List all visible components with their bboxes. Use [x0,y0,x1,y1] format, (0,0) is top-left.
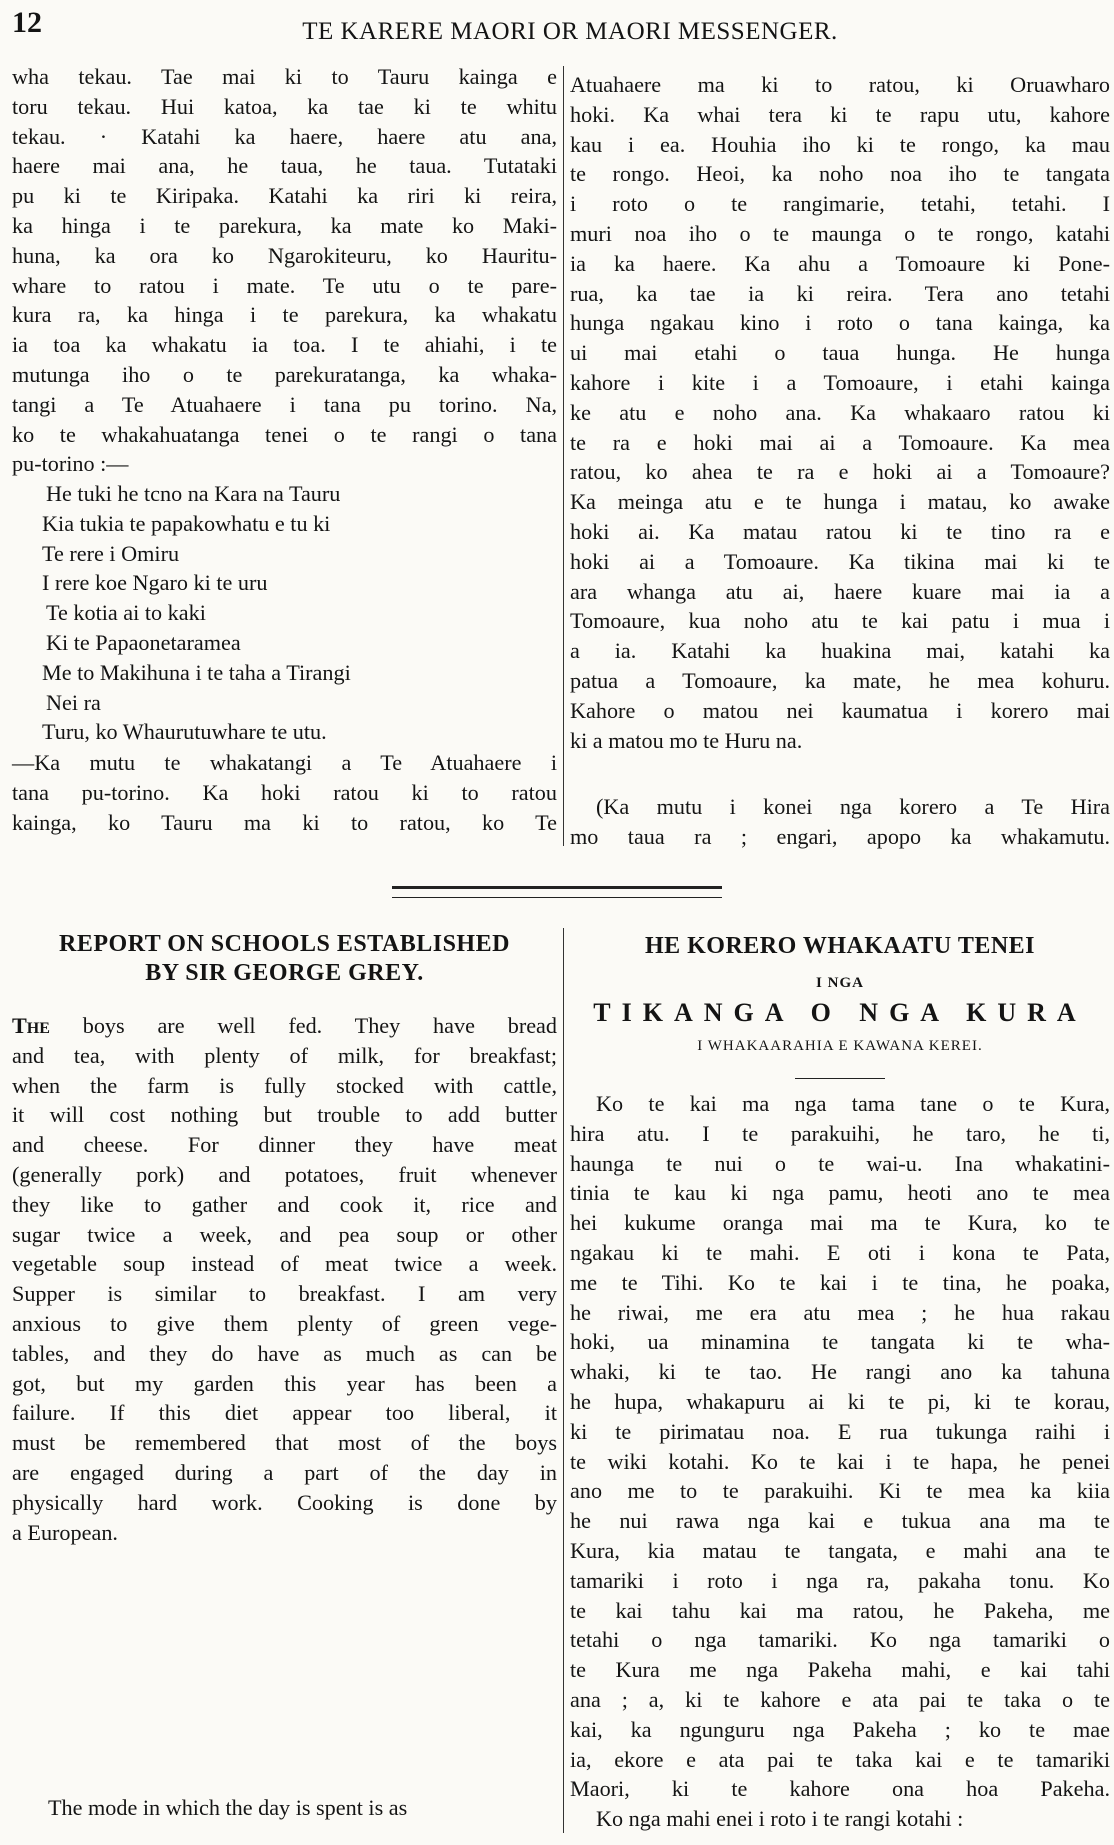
text-line: ara whanga atu ai, haere kuare mai ia a [570,578,1110,604]
english-footer-line: The mode in which the day is spent is as [48,1795,408,1820]
text-line: tekau. · Katahi ka haere, haere atu ana, [12,123,557,149]
text-line: tana pu-torino. Ka hoki ratou ki to ratou [12,779,557,805]
text-line: haere mai ana, he taua, he taua. Tutataki [12,153,557,179]
text-line: hoki ai. Ka matau ratou ki te tino ra e [570,518,1110,544]
text-line: kura ra, ka hinga i te parekura, ka whakatu [12,302,557,328]
report-line: hei kukume oranga mai ma te Kura, ko te [570,1210,1110,1236]
text-line: whare to ratou i mate. Te utu o te pare- [12,272,557,298]
report-line: when the farm is fully stocked with cattle, [12,1072,557,1098]
text-line: ko te whakahuatanga tenei o te rangi o tana [12,421,557,447]
text-line: te rongo. Heoi, ka noho noa iho te tangata [570,161,1110,187]
text-line: muri noa iho o te maunga o te rongo, katahi [570,220,1110,246]
maori-last-line: Ko nga mahi enei i roto i te rangi kotahi : [596,1806,964,1832]
report-line: and cheese. For dinner they have meat [12,1132,557,1158]
report-line: Kura, kia matau te tangata, e mahi ana te [570,1537,1110,1563]
report-line: it will cost nothing but trouble to add butter [12,1102,557,1128]
maori-report-body [570,1089,1110,1834]
report-line: physically hard work. Cooking is done by [12,1489,557,1515]
text-line: kau i ea. Houhia iho ki te rongo, ka mau [570,131,1110,157]
text-line: ratou, ko ahea te ra e hoki ai a Tomoaure? [570,459,1110,485]
poem-line: Ki te Papaonetaramea [46,629,241,655]
text-line: ia ka haere. Ka ahu a Tomoaure ki Pone- [570,250,1110,276]
report-line: te Kura me nga Pakeha mahi, e kai tahi [570,1657,1110,1683]
top-left-column [12,62,557,479]
report-line: failure. If this diet appear too liberal, it [12,1400,557,1426]
poem-line: He tuki he tcno na Kara na Tauru [46,481,341,506]
text-line: pu ki te Kiripaka. Katahi ka riri ki reira, [12,183,557,209]
english-first-line [12,1011,557,1041]
report-line: kai, ka ngunguru nga Pakeha ; ko te mae [570,1716,1110,1742]
text-line: pu-torino :— [12,451,129,477]
text-line: patua a Tomoaure, ka mate, he mea kohuru. [570,667,1110,693]
english-first-line-rest: boys are well fed. They have bread [49,1013,557,1038]
report-line: hoki, ua minamina te tangata ki te wha- [570,1329,1110,1355]
text-line: rua, ka tae ia ki reira. Tera ano tetahi [570,280,1110,306]
poem-line: Te kotia ai to kaki [46,600,206,626]
text-line: ia toa ka whakatu ia toa. I te ahiahi, i te [12,332,557,358]
text-line: huna, ka ora ko Ngarokiteuru, ko Hauritu- [12,242,557,268]
top-right-closing [570,792,1110,852]
report-line: Supper is similar to breakfast. I am very [12,1281,557,1307]
column-rule-bottom [563,928,564,1833]
report-line: te wiki kotahi. Ko te kai i te hapa, he penei [570,1448,1110,1474]
english-last-line: a European. [12,1519,118,1545]
poem-line: Nei ra [46,689,101,715]
text-line: ke atu e noho ana. Ka whakaaro ratou ki [570,399,1110,425]
text-line: ki a matou mo te Huru na. [570,727,803,753]
poem-block [12,479,557,747]
text-line: ui mai etahi o taua hunga. He hunga [570,340,1110,366]
text-line: Tomoaure, kua noho atu te kai patu i mua i [570,608,1110,634]
report-line: (generally pork) and potatoes, fruit whenever [12,1161,557,1187]
report-line: Ko te kai ma nga tama tane o te Kura, [596,1091,1110,1116]
text-line: i roto o te rangimarie, tetahi, tetahi. I [570,191,1110,217]
report-line: ano me to te parakuihi. Ki te mea ka kiia [570,1478,1110,1504]
report-line: ki te pirimatau noa. E rua tukunga raihi i [570,1418,1110,1444]
text-line: kahore i kite i a Tomoaure, i etahi kainga [570,369,1110,395]
text-line: a ia. Katahi ka huakina mai, katahi ka [570,638,1110,664]
maori-heading-line3: TIKANGA O NGA KURA [593,998,1087,1027]
report-line: whaki, ki te tao. He rangi ano ka tahuna [570,1359,1110,1385]
maori-heading-rule [795,1078,885,1079]
report-line: te kai tahu kai ma ratou, he Pakeha, me [570,1597,1110,1623]
text-line: Ka meinga atu e te hunga i matau, ko awake [570,489,1110,515]
report-line: tinia te kau ki nga pamu, heoti ano te mea [570,1180,1110,1206]
report-line: vegetable soup instead of meat twice a week. [12,1251,557,1277]
text-line: hoki ai a Tomoaure. Ka tikina mai ki te [570,548,1110,574]
report-line: are engaged during a part of the day in [12,1459,557,1485]
text-line: hunga ngakau kino i roto o tana kainga, ka [570,310,1110,336]
text-line: tangi a Te Atuahaere i tana pu torino. Na, [12,391,557,417]
report-line: ia, ekore e ata pai te taka kai e te tamariki [570,1746,1110,1772]
maori-report-lines [570,1089,1110,1804]
text-line: Kahore o matou nei kaumatua i korero mai [570,697,1110,723]
report-line: ana ; a, ki te kahore e ata pai te taka o te [570,1686,1110,1712]
report-line: got, but my garden this year has been a [12,1370,557,1396]
maori-heading-line4: I WHAKAARAHIA E KAWANA KEREI. [697,1038,983,1054]
report-line: Maori, ki te kahore ona hoa Pakeha. [570,1776,1110,1802]
english-heading-line1: REPORT ON SCHOOLS ESTABLISHED [59,931,510,957]
report-line: tables, and they do have as much as can be [12,1340,557,1366]
closing-line: mo taua ra ; engari, apopo ka whakamutu. [570,823,1110,849]
running-title: TE KARERE MAORI OR MAORI MESSENGER. [302,18,838,45]
report-line: he nui rawa nga kai e tukua ana ma te [570,1508,1110,1534]
text-line: kainga, ko Tauru ma ki to ratou, ko Te [12,809,557,835]
maori-heading-line1: HE KORERO WHAKAATU TENEI [644,933,1036,959]
text-line: te ra e hoki mai ai a Tomoaure. Ka mea [570,429,1110,455]
report-line: and tea, with plenty of milk, for breakfast; [12,1042,557,1068]
section-divider [392,886,722,898]
poem-line: Kia tukia te papakowhatu e tu ki [42,510,331,536]
text-line: —Ka mutu te whakatangi a Te Atuahaere i [12,750,557,775]
text-line: Atuahaere ma ki to ratou, ki Oruawharo [570,72,1110,97]
text-line: wha tekau. Tae mai ki to Tauru kainga e [12,64,557,89]
english-report-body [12,1011,557,1547]
page-number: 12 [12,6,42,39]
maori-heading-line2: I NGA [816,975,864,991]
report-line: ngakau ki te mahi. E oti i kona te Pata, [570,1239,1110,1265]
report-line: me te Tihi. Ko te kai i te tina, he poaka, [570,1269,1110,1295]
english-heading [12,930,557,988]
top-left-after-poem [12,748,557,837]
poem-line: Turu, ko Whaurutuwhare te utu. [42,719,327,745]
report-line: tetahi o nga tamariki. Ko nga tamariki o [570,1627,1110,1653]
report-line: he hupa, whakapuru ai ki te pi, ki te korau, [570,1388,1110,1414]
report-line: they like to gather and cook it, rice and [12,1191,557,1217]
report-line: he riwai, me era atu mea ; he hua rakau [570,1299,1110,1325]
text-line: mutunga iho o te parekuratanga, ka whaka- [12,361,557,387]
english-heading-line2: BY SIR GEORGE GREY. [145,960,424,986]
column-rule-top [563,66,564,846]
poem-line: Te rere i Omiru [42,540,180,566]
report-line: must be remembered that most of the boys [12,1430,557,1456]
closing-line: (Ka mutu i konei nga korero a Te Hira [596,794,1110,819]
text-line: hoki. Ka whai tera ki te rapu utu, kahore [570,101,1110,127]
report-line: haunga te nui o te wai-u. Ina whakatini- [570,1150,1110,1176]
top-right-column [570,70,1110,755]
poem-line: Me to Makihuna i te taha a Tirangi [42,659,351,685]
english-report-lines [12,1041,557,1518]
english-lead-word: The [12,1013,50,1038]
report-line: sugar twice a week, and pea soup or other [12,1221,557,1247]
report-line: hira atu. I te parakuihi, he taro, he ti, [570,1120,1110,1146]
report-line: anxious to give them plenty of green vege- [12,1310,557,1336]
text-line: ka hinga i te parekura, ka mate ko Maki- [12,212,557,238]
poem-line: I rere koe Ngaro ki te uru [42,570,268,596]
text-line: toru tekau. Hui katoa, ka tae ki te whitu [12,93,557,119]
report-line: tamariki i roto i nga ra, pakaha tonu. Ko [570,1567,1110,1593]
